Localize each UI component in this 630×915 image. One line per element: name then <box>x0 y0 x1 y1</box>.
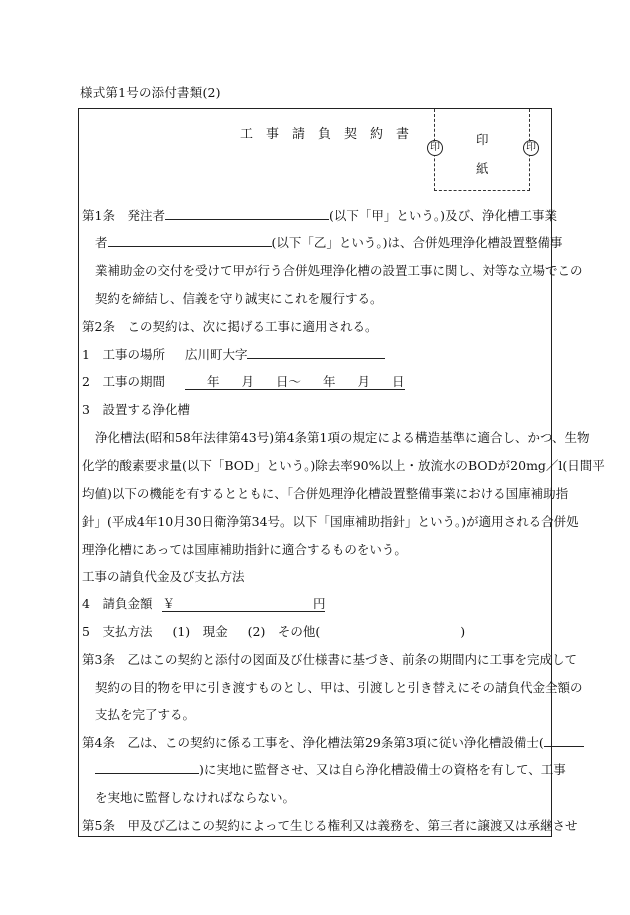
item-2-label: 2 工事の期間 <box>82 374 165 389</box>
article-1-label: 第1条 発注者 <box>82 208 165 223</box>
orderer-name-field[interactable] <box>165 206 329 220</box>
item-4-label: 4 請負金額 <box>82 596 153 611</box>
payment-option-cash[interactable]: (1) 現金 <box>172 624 228 639</box>
article-2-line-1: 第2条 この契約は、次に掲げる工事に適用される。 <box>82 319 378 334</box>
item-3-para-line-3: 均値)以下の機能を有するとともに、「合併処理浄化槽設置整備事業における国庫補助指 <box>82 486 569 501</box>
payment-heading: 工事の請負代金及び支払方法 <box>82 569 245 584</box>
contract-amount-field[interactable]: ￥ 円 <box>162 596 326 611</box>
contractor-name-field[interactable] <box>108 233 272 247</box>
item-3-para-line-4: 針」(平成4年10月30日衛浄第34号。以下「国庫補助指針」という。)が適用される合併処 <box>82 514 579 529</box>
article-1-line-4: 契約を締結し、信義を守り誠実にこれを履行する。 <box>95 291 383 306</box>
location-field[interactable] <box>247 345 385 359</box>
item-3-para-line-1: 浄化槽法(昭和58年法律第43号)第4条第1項の規定による構造基準に適合し、かつ、生物 <box>95 430 590 445</box>
item-1-work-location <box>82 345 385 363</box>
article-1-line-3: 業補助金の交付を受けて甲が行う合併処理浄化槽の設置工事に関し、対等な立場でこの <box>95 263 583 278</box>
item-1-label: 1 工事の場所 <box>82 347 165 362</box>
payment-option-other[interactable]: (2) その他( <box>247 624 321 639</box>
item-3-para-line-2: 化学的酸素要求量(以下「BOD」という。)除去率90%以上・放流水のBODが20mg／l(日間平 <box>82 458 605 473</box>
article-4-line-2 <box>95 760 566 778</box>
article-3-line-1: 第3条 乙はこの契約と添付の図面及び仕様書に基づき、前条の期間内に工事を完成して <box>82 652 577 667</box>
item-5-payment-method <box>82 622 465 640</box>
contractor-label: 者 <box>95 235 108 250</box>
item-3-para-line-5: 理浄化槽にあっては国庫補助指針に適合するものをいう。 <box>82 542 407 557</box>
item-4-contract-amount <box>82 594 325 612</box>
revenue-stamp-area <box>434 109 530 191</box>
article-1-line-1 <box>82 206 557 224</box>
article-4-line-1 <box>82 733 584 751</box>
stamp-label-top: 印 <box>476 132 489 147</box>
item-3-septic-tank: 3 設置する浄化槽 <box>82 402 190 417</box>
article-3-line-3: 支払を完了する。 <box>95 707 196 722</box>
item-2-work-period <box>82 372 405 390</box>
seal-mark-left: 印 <box>427 140 443 156</box>
article-4-line-3: を実地に監督しなければならない。 <box>95 790 296 805</box>
form-number: 様式第1号の添付書類(2) <box>80 85 221 100</box>
work-period-field[interactable]: 年 月 日～ 年 月 日 <box>185 374 405 390</box>
article-4-text-b: )に実地に監督させ、又は自ら浄化槽設備士の資格を有して、工事 <box>199 762 566 777</box>
article-1-text-a: (以下「甲」という。)及び、浄化槽工事業 <box>328 208 557 223</box>
article-4-text-a: 第4条 乙は、この契約に係る工事を、浄化槽法第29条第3項に従い浄化槽設備士( <box>82 735 544 750</box>
item-5-label: 5 支払方法 <box>82 624 153 639</box>
document-title: 工事請負契約書 <box>240 127 423 142</box>
article-1-line-2 <box>95 233 563 251</box>
article-1-text-b: (以下「乙」という。)は、合併処理浄化槽設置整備事 <box>271 235 563 250</box>
article-5-line-1: 第5条 甲及び乙はこの契約によって生じる権利又は義務を、第三者に譲渡又は承継させ <box>82 818 578 833</box>
article-3-line-2: 契約の目的物を甲に引き渡すものとし、甲は、引渡しと引き替えにその請負代金全額の <box>95 680 583 695</box>
payment-other-close: ) <box>460 624 466 639</box>
installer-name-field-part-1[interactable] <box>544 733 584 747</box>
seal-mark-right: 印 <box>523 140 539 156</box>
stamp-label-bottom: 紙 <box>476 161 489 176</box>
item-1-value: 広川町大字 <box>184 347 248 362</box>
installer-name-field-part-2[interactable] <box>95 760 199 774</box>
